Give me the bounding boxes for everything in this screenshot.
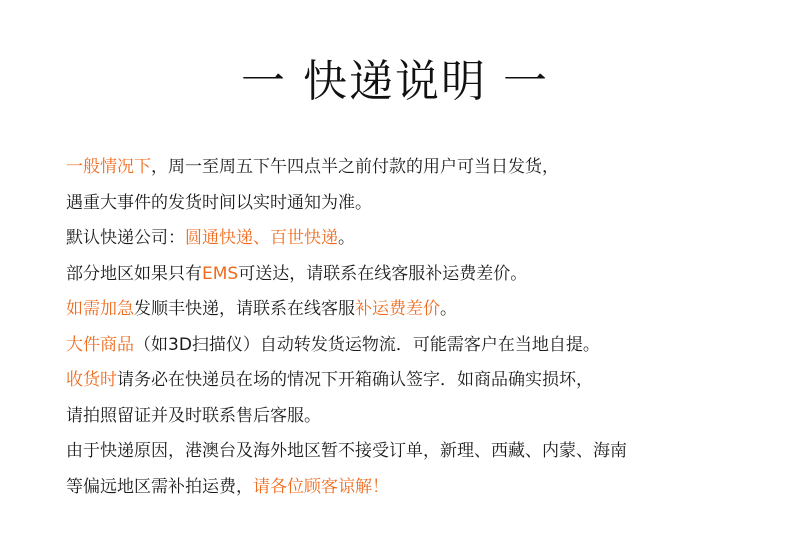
note-text: 遇重大事件的发货时间以实时通知为准。 — [66, 192, 372, 213]
note-line — [66, 150, 766, 186]
note-line — [66, 292, 766, 328]
note-line — [66, 470, 766, 506]
note-line — [66, 257, 766, 293]
note-line — [66, 363, 766, 399]
highlight-text: 收货时 — [66, 370, 117, 390]
highlight-text: 圆通快递、百世快递 — [185, 228, 338, 248]
highlight-text: 请各位顾客谅解！ — [253, 476, 389, 497]
note-line — [66, 399, 766, 435]
highlight-text: 一般情况下 — [66, 157, 151, 177]
note-line — [66, 221, 766, 257]
note-text: 。 — [338, 228, 355, 248]
highlight-text: 大件商品 — [66, 334, 134, 355]
shipping-notes — [66, 150, 766, 505]
note-line — [66, 186, 766, 222]
note-text: 请务必在快递员在场的情况下开箱确认签字．如商品确实损坏， — [117, 370, 593, 390]
highlight-text: EMS — [202, 263, 239, 284]
note-text: 默认快递公司： — [66, 228, 185, 248]
note-text: 。 — [440, 299, 457, 319]
note-line — [66, 328, 766, 364]
note-text: 请拍照留证并及时联系售后客服。 — [66, 405, 321, 426]
note-line — [66, 434, 766, 470]
note-text: （如3D扫描仪）自动转发货运物流．可能需客户在当地自提。 — [134, 334, 600, 355]
note-text: 由于快递原因，港澳台及海外地区暂不接受订单，新理、西藏、内蒙、海南 — [66, 441, 627, 461]
note-text: 发顺丰快递，请联系在线客服 — [134, 299, 355, 319]
note-text: 可送达，请联系在线客服补运费差价。 — [238, 263, 528, 284]
note-text: ，周一至周五下午四点半之前付款的用户可当日发货， — [151, 157, 559, 177]
note-text: 等偏远地区需补拍运费， — [66, 476, 253, 497]
highlight-text: 补运费差价 — [355, 299, 440, 319]
page-title: 一 快递说明 一 — [241, 56, 549, 107]
note-text: 部分地区如果只有 — [66, 263, 202, 284]
highlight-text: 如需加急 — [66, 299, 134, 319]
